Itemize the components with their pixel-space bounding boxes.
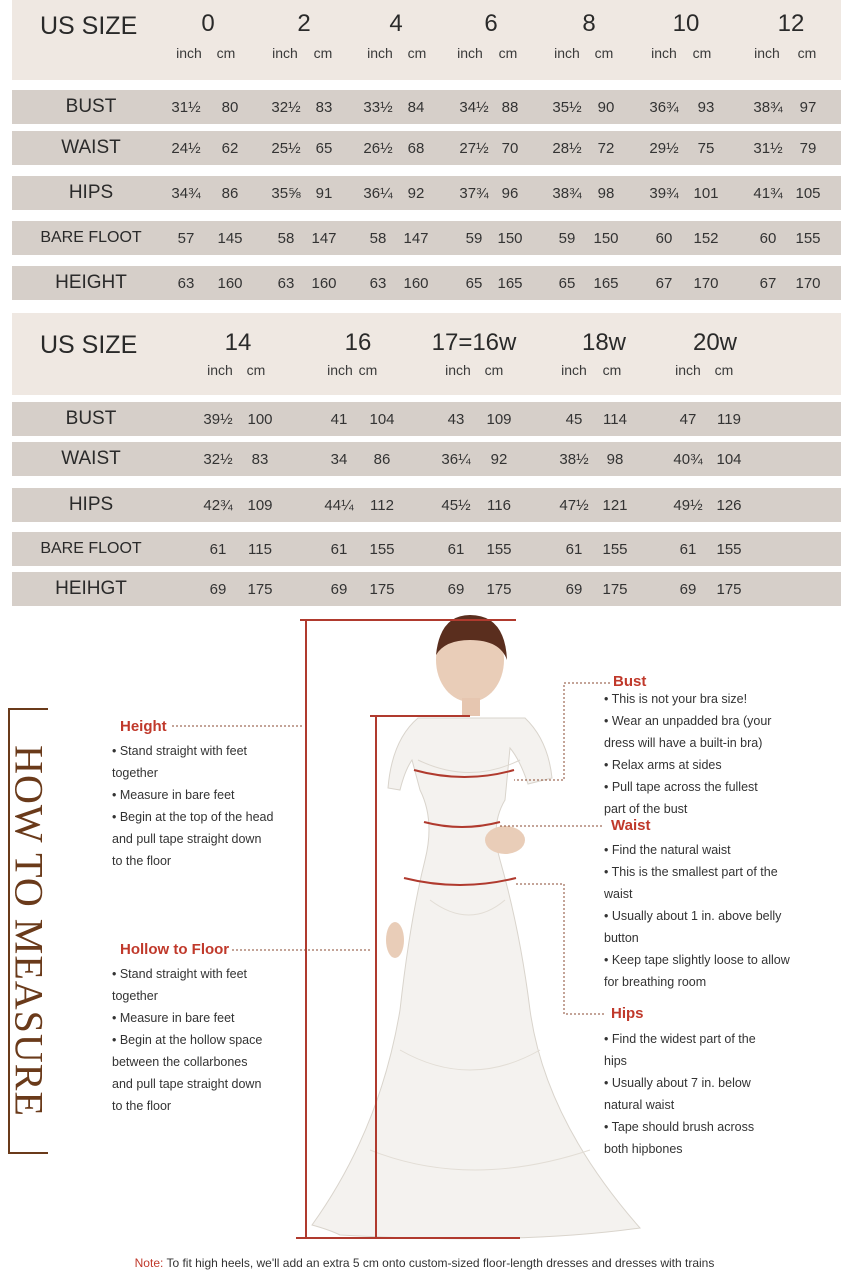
table-cell: 97 bbox=[799, 99, 817, 116]
size-header: 6 bbox=[484, 10, 498, 37]
unit-cm: cm bbox=[714, 362, 734, 378]
table-cell: 41 bbox=[330, 411, 348, 428]
table-cell: 83 bbox=[315, 99, 333, 116]
instruction-line: • Measure in bare feet bbox=[112, 1011, 235, 1025]
instruction-line: together bbox=[112, 766, 158, 780]
table-cell: 112 bbox=[370, 497, 394, 514]
table-cell: 160 bbox=[403, 275, 429, 292]
size-header: 10 bbox=[672, 10, 700, 37]
table-cell: 65 bbox=[315, 140, 333, 157]
table-cell: 63 bbox=[369, 275, 387, 292]
table-cell: 92 bbox=[490, 451, 508, 468]
instruction-line: to the floor bbox=[112, 1099, 172, 1113]
table-cell: 155 bbox=[369, 541, 395, 558]
table-cell: 170 bbox=[795, 275, 821, 292]
table-cell: 57 bbox=[177, 230, 195, 247]
table-cell: 37¾ bbox=[459, 185, 489, 202]
table-cell: 88 bbox=[501, 99, 519, 116]
table-cell: 69 bbox=[209, 581, 227, 598]
table-cell: 86 bbox=[373, 451, 391, 468]
unit-cm: cm bbox=[692, 45, 712, 61]
instruction-line: between the collarbones bbox=[112, 1055, 248, 1069]
row-label: HEIHGT bbox=[55, 578, 127, 599]
hips-heading: Hips bbox=[611, 1005, 644, 1022]
size-header: 16 bbox=[344, 329, 372, 356]
table-title: US SIZE bbox=[40, 12, 138, 40]
instruction-line: and pull tape straight down bbox=[112, 1077, 262, 1091]
size-header: 12 bbox=[777, 10, 805, 37]
unit-inch: inch bbox=[457, 45, 483, 61]
table-cell: 29½ bbox=[649, 140, 679, 157]
table-cell: 32½ bbox=[203, 451, 233, 468]
table-cell: 26½ bbox=[363, 140, 393, 157]
table-cell: 155 bbox=[486, 541, 512, 558]
table-cell: 59 bbox=[465, 230, 483, 247]
table-cell: 69 bbox=[330, 581, 348, 598]
table-cell: 104 bbox=[716, 451, 742, 468]
instruction-line: part of the bust bbox=[604, 802, 688, 816]
table-cell: 39½ bbox=[203, 411, 233, 428]
table-cell: 93 bbox=[697, 99, 715, 116]
size-header: 4 bbox=[389, 10, 403, 37]
table-cell: 75 bbox=[697, 140, 715, 157]
table-cell: 34½ bbox=[459, 99, 489, 116]
size-header: 14 bbox=[224, 329, 252, 356]
table-cell: 100 bbox=[247, 411, 273, 428]
size-header: 20w bbox=[692, 329, 738, 356]
table-cell: 114 bbox=[603, 411, 627, 428]
table-cell: 155 bbox=[716, 541, 742, 558]
unit-inch: inch bbox=[367, 45, 393, 61]
table-cell: 35½ bbox=[552, 99, 582, 116]
table-cell: 36¼ bbox=[441, 451, 471, 468]
table-cell: 175 bbox=[369, 581, 395, 598]
table-cell: 61 bbox=[209, 541, 227, 558]
instruction-line: • Pull tape across the fullest bbox=[604, 780, 758, 794]
table-cell: 61 bbox=[565, 541, 583, 558]
unit-cm: cm bbox=[358, 362, 378, 378]
table-cell: 58 bbox=[277, 230, 295, 247]
table-cell: 69 bbox=[679, 581, 697, 598]
unit-inch: inch bbox=[561, 362, 587, 378]
row-label: BUST bbox=[65, 408, 117, 429]
unit-cm: cm bbox=[407, 45, 427, 61]
table-cell: 147 bbox=[311, 230, 337, 247]
instruction-line: button bbox=[604, 931, 639, 945]
unit-inch: inch bbox=[675, 362, 701, 378]
table-cell: 109 bbox=[247, 497, 273, 514]
bust-heading: Bust bbox=[613, 673, 647, 690]
table-cell: 63 bbox=[277, 275, 295, 292]
unit-cm: cm bbox=[797, 45, 817, 61]
instruction-line: • Begin at the hollow space bbox=[112, 1033, 263, 1047]
table-cell: 42¾ bbox=[203, 497, 233, 514]
table-cell: 175 bbox=[716, 581, 742, 598]
height-heading: Height bbox=[120, 718, 167, 735]
unit-inch: inch bbox=[327, 362, 353, 378]
side-title-text: HOW TO MEASURE bbox=[6, 745, 52, 1117]
row-label: WAIST bbox=[61, 448, 121, 469]
table-cell: 28½ bbox=[552, 140, 582, 157]
table-cell: 40¾ bbox=[673, 451, 703, 468]
instruction-line: • Find the natural waist bbox=[604, 843, 731, 857]
table-cell: 147 bbox=[403, 230, 429, 247]
table-cell: 175 bbox=[247, 581, 273, 598]
instruction-line: and pull tape straight down bbox=[112, 832, 262, 846]
table-cell: 175 bbox=[602, 581, 628, 598]
table-cell: 109 bbox=[486, 411, 512, 428]
size-header: 8 bbox=[582, 10, 596, 37]
instruction-line: • Find the widest part of the bbox=[604, 1032, 756, 1046]
table-cell: 119 bbox=[717, 411, 741, 428]
table-cell: 69 bbox=[565, 581, 583, 598]
table-cell: 38½ bbox=[559, 451, 589, 468]
footnote bbox=[0, 1256, 849, 1270]
table-cell: 31½ bbox=[171, 99, 201, 116]
table-cell: 38¾ bbox=[753, 99, 783, 116]
table-cell: 58 bbox=[369, 230, 387, 247]
hollow-to-floor-heading: Hollow to Floor bbox=[120, 941, 230, 958]
table-cell: 155 bbox=[602, 541, 628, 558]
table-cell: 60 bbox=[655, 230, 673, 247]
table-cell: 63 bbox=[177, 275, 195, 292]
instruction-line: together bbox=[112, 989, 158, 1003]
instruction-line: natural waist bbox=[604, 1098, 675, 1112]
table-cell: 45 bbox=[565, 411, 583, 428]
table-cell: 25½ bbox=[271, 140, 301, 157]
instruction-line: • This is not your bra size! bbox=[604, 692, 748, 706]
table-cell: 126 bbox=[716, 497, 742, 514]
table-cell: 61 bbox=[330, 541, 348, 558]
table-cell: 39¾ bbox=[649, 185, 679, 202]
table-cell: 70 bbox=[501, 140, 519, 157]
table-cell: 84 bbox=[407, 99, 425, 116]
table-cell: 36¾ bbox=[649, 99, 679, 116]
instruction-line: • Stand straight with feet bbox=[112, 744, 248, 758]
row-label: HEIGHT bbox=[55, 272, 127, 293]
table-cell: 68 bbox=[407, 140, 425, 157]
table-cell: 47½ bbox=[559, 497, 589, 514]
instruction-line: • Begin at the top of the head bbox=[112, 810, 274, 824]
table-cell: 67 bbox=[655, 275, 673, 292]
waist-heading: Waist bbox=[611, 817, 651, 834]
table-cell: 98 bbox=[597, 185, 615, 202]
table-cell: 101 bbox=[693, 185, 719, 202]
unit-inch: inch bbox=[272, 45, 298, 61]
table-cell: 61 bbox=[679, 541, 697, 558]
table-cell: 67 bbox=[759, 275, 777, 292]
table-cell: 69 bbox=[447, 581, 465, 598]
note-text: To fit high heels, we'll add an extra 5 cm onto custom-sized floor-length dresses and dresses with trains bbox=[163, 1256, 715, 1270]
unit-inch: inch bbox=[754, 45, 780, 61]
table-cell: 155 bbox=[795, 230, 821, 247]
table-cell: 59 bbox=[558, 230, 576, 247]
row-label: WAIST bbox=[61, 137, 121, 158]
table-cell: 27½ bbox=[459, 140, 489, 157]
size-header: 17=16w bbox=[431, 329, 517, 356]
instruction-line: • Usually about 7 in. below bbox=[604, 1076, 751, 1090]
table-cell: 91 bbox=[315, 185, 333, 202]
size-header: 2 bbox=[297, 10, 311, 37]
size-header: 0 bbox=[201, 10, 215, 37]
table-cell: 115 bbox=[248, 541, 272, 558]
table-cell: 90 bbox=[597, 99, 615, 116]
unit-cm: cm bbox=[484, 362, 504, 378]
table-cell: 60 bbox=[759, 230, 777, 247]
table-cell: 34¾ bbox=[171, 185, 201, 202]
unit-cm: cm bbox=[498, 45, 518, 61]
table-cell: 160 bbox=[217, 275, 243, 292]
table-cell: 80 bbox=[221, 99, 239, 116]
table-cell: 150 bbox=[497, 230, 523, 247]
table-cell: 83 bbox=[251, 451, 269, 468]
note-label: Note: bbox=[134, 1256, 164, 1270]
instruction-line: • Keep tape slightly loose to allow bbox=[604, 953, 790, 967]
table-cell: 96 bbox=[501, 185, 519, 202]
instruction-line: • Tape should brush across bbox=[604, 1120, 755, 1134]
unit-cm: cm bbox=[313, 45, 333, 61]
table-cell: 92 bbox=[407, 185, 425, 202]
instruction-line: hips bbox=[604, 1054, 627, 1068]
instruction-line: • Measure in bare feet bbox=[112, 788, 235, 802]
table-cell: 33½ bbox=[363, 99, 393, 116]
unit-inch: inch bbox=[445, 362, 471, 378]
table-cell: 65 bbox=[465, 275, 483, 292]
unit-inch: inch bbox=[651, 45, 677, 61]
table-cell: 165 bbox=[497, 275, 523, 292]
table-cell: 41¾ bbox=[753, 185, 783, 202]
table-cell: 61 bbox=[447, 541, 465, 558]
row-label: HIPS bbox=[68, 494, 114, 515]
table-cell: 165 bbox=[593, 275, 619, 292]
row-label: BARE FLOOT bbox=[40, 540, 142, 557]
instruction-line: both hipbones bbox=[604, 1142, 683, 1156]
table-cell: 35⅝ bbox=[271, 185, 301, 202]
instruction-line: • Relax arms at sides bbox=[604, 758, 722, 772]
table-cell: 32½ bbox=[271, 99, 301, 116]
table-cell: 43 bbox=[447, 411, 465, 428]
table-cell: 44¼ bbox=[324, 497, 354, 514]
table-cell: 38¾ bbox=[552, 185, 582, 202]
unit-inch: inch bbox=[207, 362, 233, 378]
instruction-line: • Wear an unpadded bra (your bbox=[604, 714, 772, 728]
table-cell: 31½ bbox=[753, 140, 783, 157]
dress-figure bbox=[312, 615, 640, 1239]
instruction-line: • This is the smallest part of the bbox=[604, 865, 778, 879]
unit-cm: cm bbox=[602, 362, 622, 378]
table-cell: 160 bbox=[311, 275, 337, 292]
table-cell: 36¼ bbox=[363, 185, 393, 202]
table-cell: 116 bbox=[487, 497, 511, 514]
instruction-line: for breathing room bbox=[604, 975, 707, 989]
size-header: 18w bbox=[581, 329, 627, 356]
table-cell: 150 bbox=[593, 230, 619, 247]
row-label: BARE FLOOT bbox=[40, 229, 142, 246]
unit-inch: inch bbox=[176, 45, 202, 61]
table-title: US SIZE bbox=[40, 331, 138, 359]
table-cell: 47 bbox=[679, 411, 697, 428]
table-cell: 170 bbox=[693, 275, 719, 292]
unit-cm: cm bbox=[246, 362, 266, 378]
instruction-line: to the floor bbox=[112, 854, 172, 868]
table-cell: 62 bbox=[221, 140, 239, 157]
table-cell: 49½ bbox=[673, 497, 703, 514]
instruction-line: • Usually about 1 in. above belly bbox=[604, 909, 782, 923]
table-cell: 98 bbox=[606, 451, 624, 468]
instruction-line: waist bbox=[604, 887, 633, 901]
table-cell: 79 bbox=[799, 140, 817, 157]
table-cell: 152 bbox=[693, 230, 719, 247]
unit-cm: cm bbox=[594, 45, 614, 61]
table-cell: 34 bbox=[330, 451, 348, 468]
unit-inch: inch bbox=[554, 45, 580, 61]
table-cell: 45½ bbox=[441, 497, 471, 514]
table-cell: 175 bbox=[486, 581, 512, 598]
instruction-line: • Stand straight with feet bbox=[112, 967, 248, 981]
table-cell: 86 bbox=[221, 185, 239, 202]
unit-cm: cm bbox=[216, 45, 236, 61]
table-cell: 145 bbox=[217, 230, 243, 247]
table-cell: 121 bbox=[602, 497, 628, 514]
table-cell: 65 bbox=[558, 275, 576, 292]
table-cell: 104 bbox=[369, 411, 395, 428]
row-label: BUST bbox=[65, 96, 117, 117]
table-cell: 105 bbox=[795, 185, 821, 202]
row-label: HIPS bbox=[68, 182, 114, 203]
instruction-line: dress will have a built-in bra) bbox=[604, 736, 763, 750]
table-cell: 72 bbox=[597, 140, 615, 157]
table-cell: 24½ bbox=[171, 140, 201, 157]
